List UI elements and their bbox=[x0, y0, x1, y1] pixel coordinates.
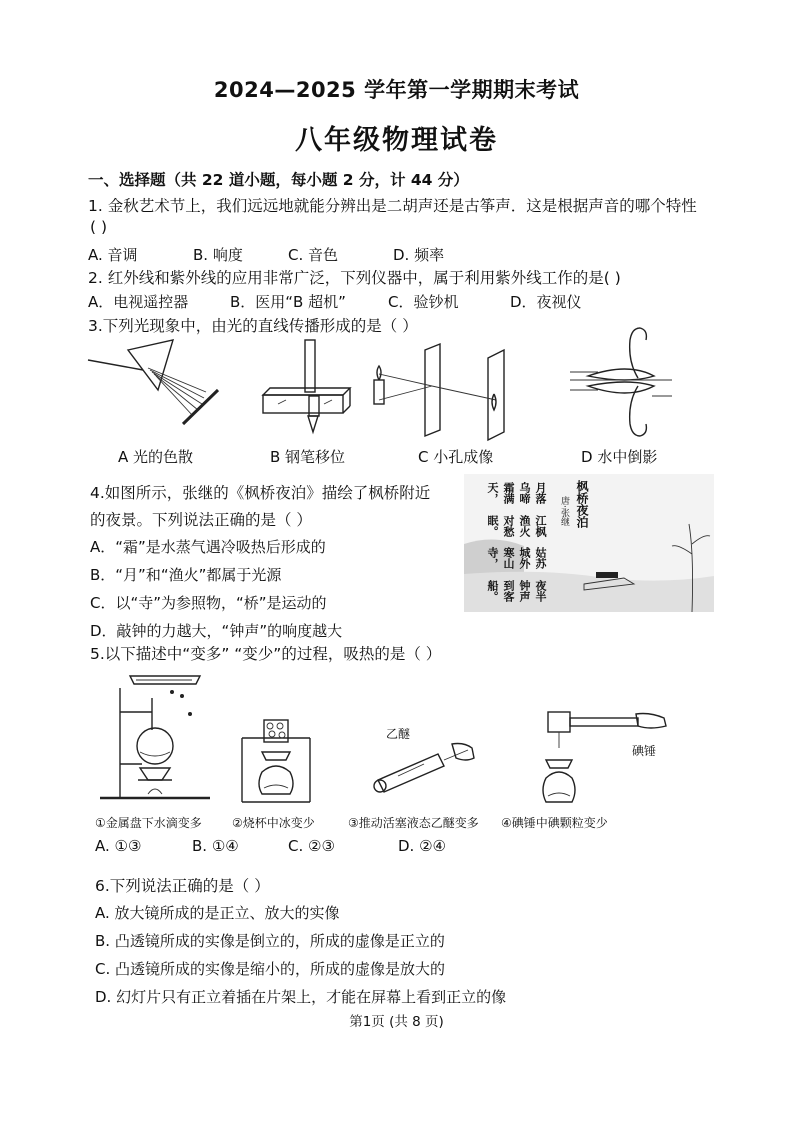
iodine-hammer-figure bbox=[528, 708, 688, 808]
metal-tray-condensation-figure bbox=[100, 668, 230, 808]
water-reflection-figure bbox=[568, 322, 678, 442]
q5-caption-2: ②烧杯中冰变少 bbox=[232, 816, 315, 830]
q5-stem: 5.以下描述中“变多” “变少”的过程，吸热的是（ ） bbox=[90, 645, 442, 663]
q2-option-c: C．验钞机 bbox=[388, 293, 459, 311]
q6-option-c: C. 凸透镜所成的实像是缩小的，所成的虚像是放大的 bbox=[95, 960, 446, 978]
q4-option-a: A．“霜”是水蒸气遇冷吸热后形成的 bbox=[90, 538, 326, 556]
q1-option-d: D. 频率 bbox=[393, 246, 445, 264]
page-footer: 第1页 (共 8 页) bbox=[349, 1014, 444, 1030]
iodine-label: 碘锤 bbox=[632, 744, 657, 758]
q5-caption-1: ①金属盘下水滴变多 bbox=[95, 816, 202, 830]
poem-line-2: 江枫渔火对愁眠。 bbox=[486, 514, 547, 537]
q4-stem-line1: 4.如图所示，张继的《枫桥夜泊》描绘了枫桥附近 bbox=[90, 484, 431, 502]
q6-option-d: D. 幻灯片只有正立着插在片架上，才能在屏幕上看到正立的像 bbox=[95, 988, 507, 1006]
q5-option-d: D. ②④ bbox=[398, 837, 446, 855]
q4-option-d: D．敲钟的力越大，“钟声”的响度越大 bbox=[90, 622, 343, 640]
poem-line-1: 月落乌啼霜满天， bbox=[486, 482, 547, 504]
poem-line-4: 夜半钟声到客船。 bbox=[486, 579, 547, 602]
q5-option-a: A. ①③ bbox=[95, 837, 142, 855]
q6-option-b: B. 凸透镜所成的实像是倒立的，所成的虚像是正立的 bbox=[95, 932, 445, 950]
ether-syringe-figure bbox=[368, 736, 480, 796]
q3-caption-d: D 水中倒影 bbox=[581, 448, 658, 466]
q2-stem: 2. 红外线和紫外线的应用非常广泛，下列仪器中，属于利用紫外线工作的是( ) bbox=[88, 269, 621, 287]
q3-caption-a: A 光的色散 bbox=[118, 448, 194, 466]
poem-author: 唐·张继 bbox=[559, 496, 569, 526]
q1-stem: 1. 金秋艺术节上，我们远远地就能分辨出是二胡声还是古筝声．这是根据声音的哪个特性 bbox=[88, 197, 697, 215]
q3-caption-b: B 钢笔移位 bbox=[270, 448, 346, 466]
q1-answer-blank: ( ) bbox=[90, 218, 108, 236]
q1-option-a: A. 音调 bbox=[88, 246, 138, 264]
q4-option-b: B．“月”和“渔火”都属于光源 bbox=[90, 566, 282, 584]
q2-option-b: B．医用“B 超机” bbox=[230, 293, 346, 311]
prism-dispersion-figure bbox=[88, 332, 223, 432]
q5-caption-3: ③推动活塞液态乙醚变多 bbox=[348, 816, 479, 830]
q2-option-d: D．夜视仪 bbox=[510, 293, 582, 311]
q6-option-a: A. 放大镜所成的是正立、放大的实像 bbox=[95, 904, 340, 922]
q6-stem: 6.下列说法正确的是（ ） bbox=[95, 877, 270, 895]
q4-option-c: C．以“寺”为参照物，“桥”是运动的 bbox=[90, 594, 327, 612]
q1-option-b: B. 响度 bbox=[193, 246, 243, 264]
beaker-ice-figure bbox=[238, 718, 314, 806]
ether-label: 乙醚 bbox=[386, 727, 411, 741]
pinhole-figure bbox=[370, 340, 530, 440]
q5-option-c: C. ②③ bbox=[288, 837, 335, 855]
q3-stem: 3.下列光现象中，由光的直线传播形成的是（ ） bbox=[88, 317, 418, 335]
exam-title: 2024—2025 学年第一学期期末考试 bbox=[213, 78, 580, 102]
poem-painting bbox=[464, 474, 714, 612]
poem-line-3: 姑苏城外寒山寺， bbox=[486, 547, 547, 569]
q1-option-c: C. 音色 bbox=[288, 246, 339, 264]
q2-option-a: A．电视遥控器 bbox=[88, 293, 189, 311]
q4-stem-line2: 的夜景。下列说法正确的是（ ） bbox=[90, 511, 312, 529]
q5-option-b: B. ①④ bbox=[192, 837, 239, 855]
pen-shift-figure bbox=[258, 340, 358, 440]
q3-caption-c: C 小孔成像 bbox=[418, 448, 494, 466]
exam-subtitle: 八年级物理试卷 bbox=[295, 125, 498, 156]
section-heading: 一、选择题（共 22 道小题，每小题 2 分，计 44 分） bbox=[88, 171, 469, 189]
q5-caption-4: ④碘锤中碘颗粒变少 bbox=[501, 816, 608, 830]
poem-title: 枫桥夜泊 bbox=[575, 480, 589, 528]
